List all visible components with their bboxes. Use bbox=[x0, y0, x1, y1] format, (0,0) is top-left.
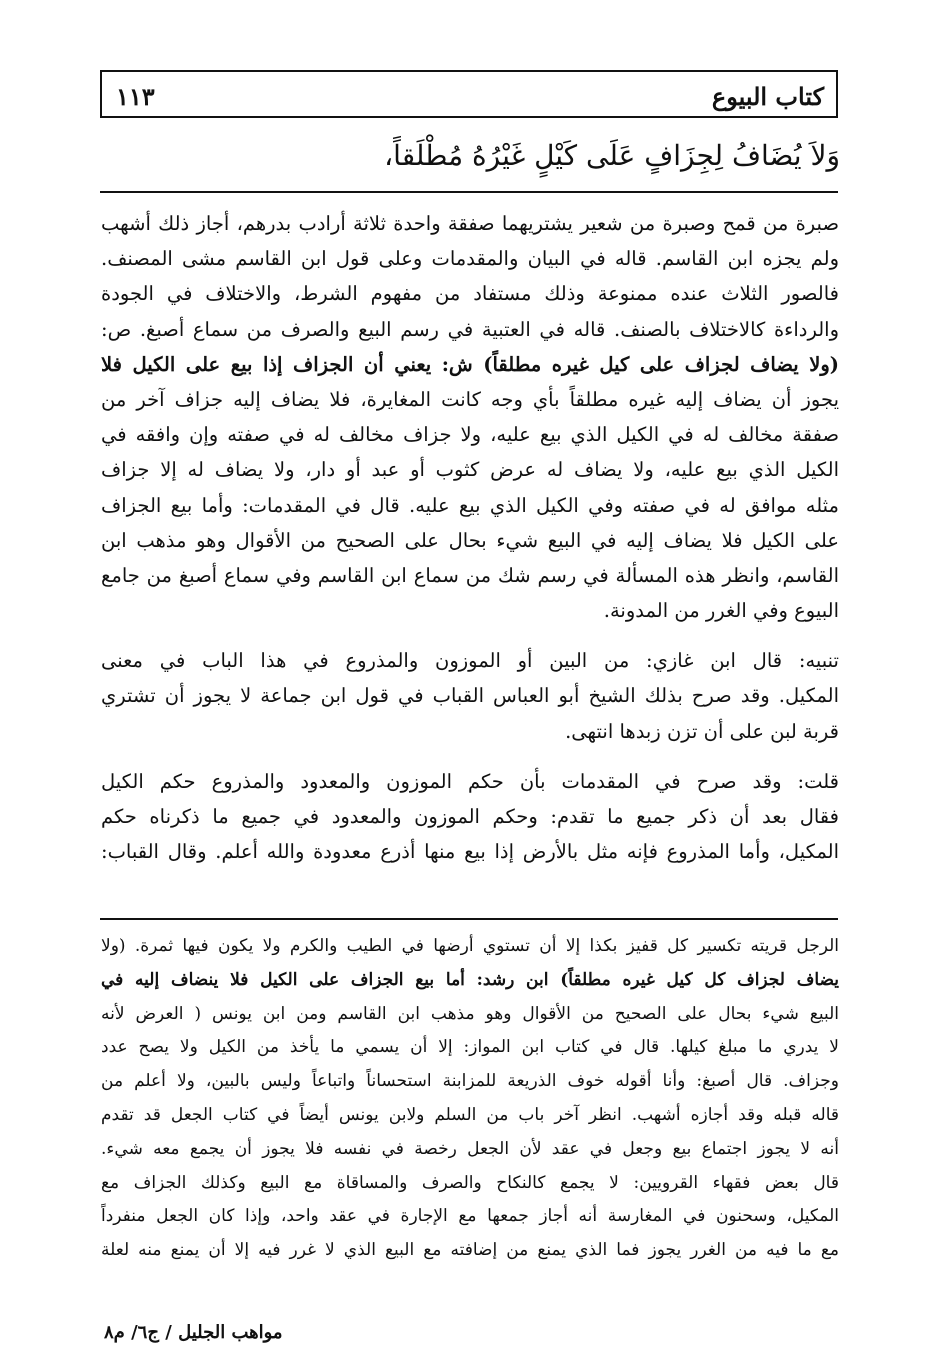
text-line: القاسم، وانظر هذه المسألة في رسم شك من سماع ابن القاسم وفي سماع أصبغ من جامع bbox=[101, 563, 839, 587]
text-line: (ولا يضاف لجزاف على كيل غيره مطلقاً) ش: يعني أن الجزاف إذا بيع على الكيل فلا bbox=[101, 352, 839, 376]
text-line: الكيل الذي بيع عليه، ولا يضاف له عرض كثوب أو عبد أو دار، ولا يضاف له إلا جزاف bbox=[101, 458, 839, 482]
note-line: قال بعض فقهاء القرويين: لا يجمع كالنكاح والصرف والمساقاة مع البيع وكذلك الجزاف مع bbox=[101, 1172, 839, 1193]
text-line: صفقة مخالف له في الكيل الذي بيع عليه، ولا جزاف مخالف له في صفته وإن وافقه في bbox=[101, 423, 839, 447]
text-line: ولم يجزه ابن القاسم. قاله في البيان والمقدمات وعلى قول ابن القاسم مشى المصنف. bbox=[101, 247, 839, 271]
tanbih-line: المكيل. وقد صرح بذلك الشيخ أبو العباس القباب في قول ابن جماعة لا يجوز أن تشتري bbox=[101, 684, 839, 708]
qultu-line: فقال بعد أن ذكر جميع ما تقدم: وحكم الموزون والمعدود في جميع ما ذكرناه حكم bbox=[101, 805, 839, 828]
tanbih-line: قربة لبن على أن تزن زبدها انتهى. bbox=[565, 719, 839, 743]
text-line: والرداءة كالاختلاف بالصنف. قاله في العتبية في رسم البيع والصرف من سماع أصبغ. ص: bbox=[101, 317, 839, 341]
text-line: على الكيل فلا يضاف إليه في البيع شيء بحال على الصحيح من الأقوال وهو مذهب ابن bbox=[101, 528, 839, 552]
note-line: مع ما فيه من الغرر يجوز فما الذي يمنع من إضافته مع البيع الذي لا غرر فيه إلا أن يمنع منه لعلة bbox=[101, 1240, 839, 1261]
text-line: البيوع وفي الغرر من المدونة. bbox=[603, 599, 839, 623]
top-divider bbox=[100, 191, 838, 193]
text-line: صبرة من قمح وصبرة من شعير يشتريهما صفقة واحدة ثلاثة أرادب بدرهم، أجاز ذلك أشهب bbox=[101, 212, 839, 235]
page-header bbox=[100, 70, 838, 118]
page-number: ١١٣ bbox=[116, 82, 155, 111]
text-line: يجوز أن يضاف إليه غيره مطلقاً بأي وجه كانت المغايرة، فلا يضاف إليه جزاف آخر من bbox=[101, 387, 839, 411]
qultu-line: المكيل، وأما المذروع فإنه مثل بالأرض إذا بيع منها أذرع معدودة والله أعلم. وقال القباب: bbox=[101, 840, 839, 864]
footnotes bbox=[101, 930, 839, 1268]
note-line: لا يدري ما مبلغ كيلها. قال في كتاب ابن المواز: إلا أن يسمي ما يأخذ من الكيل ولا يصح عدد bbox=[101, 1037, 839, 1058]
note-line: يضاف لجزاف كل كيل غيره مطلقاً) ابن رشد: أما بيع الجزاف على الكيل فلا ينضاف إليه في bbox=[101, 969, 839, 990]
note-line: المكيل، وسحنون في المغارسة أنه أجاز جمعها مع الإجارة في عقد واحد، وإذا كان الجعل منفرداً bbox=[101, 1206, 839, 1227]
note-line: قاله قبله وقد أجازه أشهب. انظر آخر باب من السلم ولابن يونس أيضاً في كتاب الجعل قد تقدم bbox=[101, 1104, 839, 1125]
note-line: وجزاف. قال أصبغ: وأنا أقوله خوف الذريعة للمزابنة استحساناً واتباعاً وليس بالبين، ولا أعلم من bbox=[101, 1071, 839, 1092]
note-line: الرجل قريته تكسير كل قفيز بكذا إلا أن تستوي أرضها في الطيب والكرم ولا يكون فيها ثمرة. (ولا bbox=[101, 936, 839, 956]
commentary-body bbox=[101, 206, 839, 869]
text-line: مثله موافق له في صفته وفي الكيل الذي بيع عليه. قال في المقدمات: وأما بيع الجزاف bbox=[101, 493, 839, 517]
note-line: البيع شيء بحال على الصحيح من الأقوال وهو مذهب ابن القاسم ومن ابن يونس ( العرض لأنه bbox=[101, 1003, 839, 1024]
chapter-title: كتاب البيوع bbox=[711, 82, 824, 111]
tanbih-line: تنبيه: قال ابن غازي: من البين أو الموزون والمذروع في هذا الباب في معنى bbox=[101, 649, 839, 673]
page-footer: مواهب الجليل / ج٦/ م٨ bbox=[104, 1322, 283, 1343]
text-line: فالصور الثلاث عنده ممنوعة وذلك مستفاد من مفهوم الشرط، والاختلاف في الجودة bbox=[101, 282, 839, 306]
note-line: أنه لا يجوز اجتماع بيع وجعل في عقد لأن الجعل رخصة في نفسه فلا يجوز أن يجمع معه شيء. bbox=[101, 1138, 839, 1159]
footnote-divider bbox=[100, 918, 838, 920]
qultu-line: قلت: وقد صرح في المقدمات بأن حكم الموزون والمعدود والمذروع حكم الكيل bbox=[101, 769, 839, 793]
matn-verse: وَلاَ يُضَافُ لِجِزَافٍ عَلَى كَيْلٍ غَيْرُهُ مُطْلَقاً، bbox=[384, 139, 840, 172]
